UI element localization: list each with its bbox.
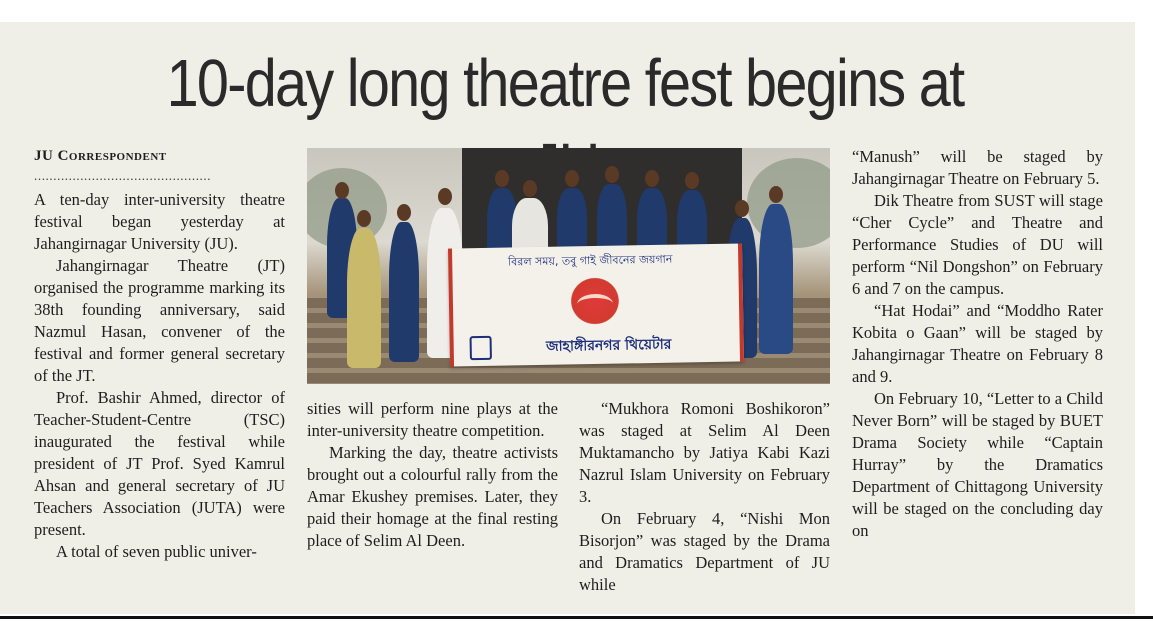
person-head — [397, 204, 411, 221]
person-head — [357, 210, 371, 227]
article-column-2 — [307, 398, 558, 552]
paragraph: Marking the day, theatre activists brought out a colourful rally from the Amar Ekushey premises. Later, they paid their homage at the final resting place of Selim Al Deen. — [307, 443, 558, 550]
news-photo — [307, 148, 830, 384]
article-column-1 — [34, 189, 285, 563]
paragraph: A ten-day inter-university theatre festival began yesterday at Jahangirnagar University (JU). — [34, 190, 285, 253]
paragraph: On February 10, “Letter to a Child Never Born” will be staged by BUET Drama Society while “Captain Hurray” by the Dramatics Department of Chittagong University will be staged on the concluding day on — [852, 389, 1103, 540]
person-head — [605, 166, 619, 183]
banner-slogan: বিরল সময়, তবু গাই জীবনের জয়গান — [507, 252, 673, 269]
banner-organizer: জাহাঙ্গীরনগর থিয়েটার — [545, 336, 672, 355]
festival-logo — [564, 271, 625, 330]
person-head — [523, 180, 537, 197]
person-figure — [389, 222, 419, 362]
paragraph: Dik Theatre from SUST will stage “Cher Cycle” and Theatre and Performance Studies of DU will perform “Nil Dongshon” on February 6 and 7 on the campus. — [852, 191, 1103, 298]
paragraph: “Hat Hodai” and “Moddho Rater Kobita o Gaan” will be staged by Jahangirnagar Theatre on February 8 and 9. — [852, 301, 1103, 386]
person-figure — [759, 204, 793, 354]
person-head — [495, 170, 509, 187]
article-column-4 — [852, 146, 1103, 542]
paragraph: “Manush” will be staged by Jahangirnagar Theatre on February 5. — [852, 147, 1103, 188]
person-head — [645, 170, 659, 187]
headline: 10-day long theatre fest begins at — [166, 46, 964, 121]
person-head — [685, 172, 699, 189]
person-figure — [347, 228, 381, 368]
paragraph: On February 4, “Nishi Mon Bisorjon” was staged by the Drama and Dramatics Department of JU while — [579, 509, 830, 594]
paragraph: A total of seven public univer- — [56, 542, 257, 561]
bottom-rule — [0, 616, 1153, 619]
article-column-3 — [579, 398, 830, 596]
paragraph: sities will perform nine plays at the inter-university theatre competition. — [307, 399, 558, 440]
person-head — [565, 170, 579, 187]
paragraph: “Mukhora Romoni Boshikoron” was staged at Selim Al Deen Muktamancho by Jatiya Kabi Kazi Nazrul Islam University on February 3. — [579, 399, 830, 506]
person-head — [335, 182, 349, 199]
paragraph: Jahangirnagar Theatre (JT) organised the programme marking its 38th founding anniversary, said Nazmul Hasan, convener of the festival and former general secretary of the JT. — [34, 256, 285, 385]
person-head — [769, 186, 783, 203]
university-logo-icon — [470, 336, 492, 360]
festival-banner — [448, 243, 744, 366]
byline-divider: .............................................. — [34, 168, 212, 183]
byline: JU Correspondent — [34, 148, 167, 164]
person-head — [438, 188, 452, 205]
paragraph: Prof. Bashir Ahmed, director of Teacher-Student-Centre (TSC) inaugurated the festival while president of JT Prof. Syed Kamrul Ahsan and general secretary of JU Teachers Association (JUTA) were present. — [34, 388, 285, 539]
logo-mark — [577, 294, 613, 315]
person-head — [735, 200, 749, 217]
